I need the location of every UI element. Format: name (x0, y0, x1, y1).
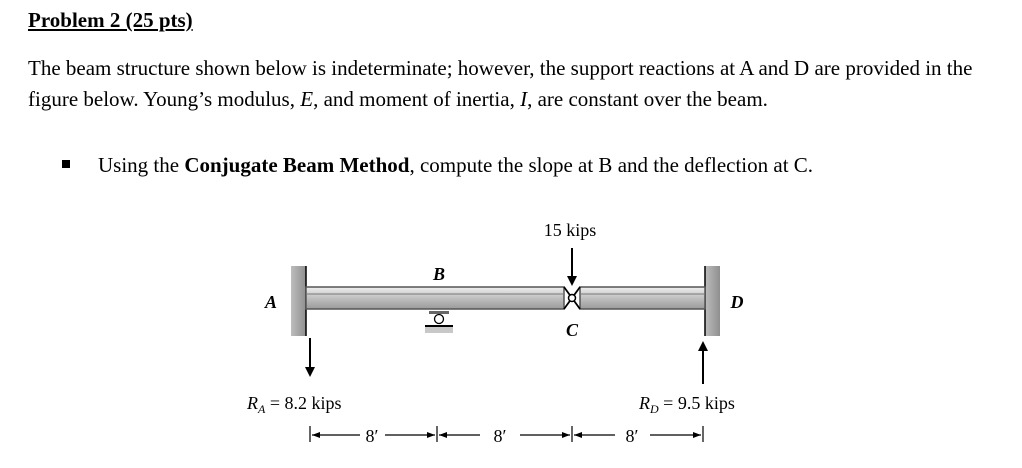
method-name: Conjugate Beam Method (184, 153, 410, 177)
statement-part3: , are constant over the beam. (527, 87, 768, 111)
reaction-d-symbol: R (639, 393, 650, 413)
dimension-1: 8′ (365, 426, 379, 446)
fixed-wall-a (291, 266, 306, 336)
reaction-d-subscript: D (650, 402, 659, 416)
reaction-d-label (638, 393, 735, 416)
beam-segment-ac (306, 287, 564, 309)
reaction-a-value: = 8.2 kips (265, 393, 342, 413)
fixed-wall-d (705, 266, 720, 336)
load-label: 15 kips (543, 220, 597, 240)
dimension-2: 8′ (493, 426, 507, 446)
inertia-symbol: I (520, 87, 528, 111)
hinge-c-icon (564, 287, 580, 309)
reaction-d-value: = 9.5 kips (658, 393, 735, 413)
beam-segment-cd (580, 287, 705, 309)
label-a: A (264, 292, 278, 312)
label-c: C (565, 320, 579, 340)
roller-support-b-icon (425, 311, 453, 333)
label-b: B (432, 264, 446, 284)
task-post: , compute the slope at B and the deflection at C. (409, 153, 814, 177)
task-pre: Using the (98, 153, 185, 177)
label-d: D (730, 292, 744, 312)
statement-part2: , and moment of inertia, (313, 87, 521, 111)
youngs-modulus-symbol: E (300, 87, 314, 111)
dimension-3: 8′ (625, 426, 639, 446)
reaction-a-subscript: A (258, 402, 266, 416)
statement-part1: The beam structure shown below is indeterminate; however, the support reactions at A and D are provided in the figure below. Young’s modulus, (28, 56, 973, 111)
problem-title: Problem 2 (25 pts) (28, 8, 193, 32)
reaction-a-symbol: R (247, 393, 258, 413)
reaction-a-label (246, 393, 342, 416)
